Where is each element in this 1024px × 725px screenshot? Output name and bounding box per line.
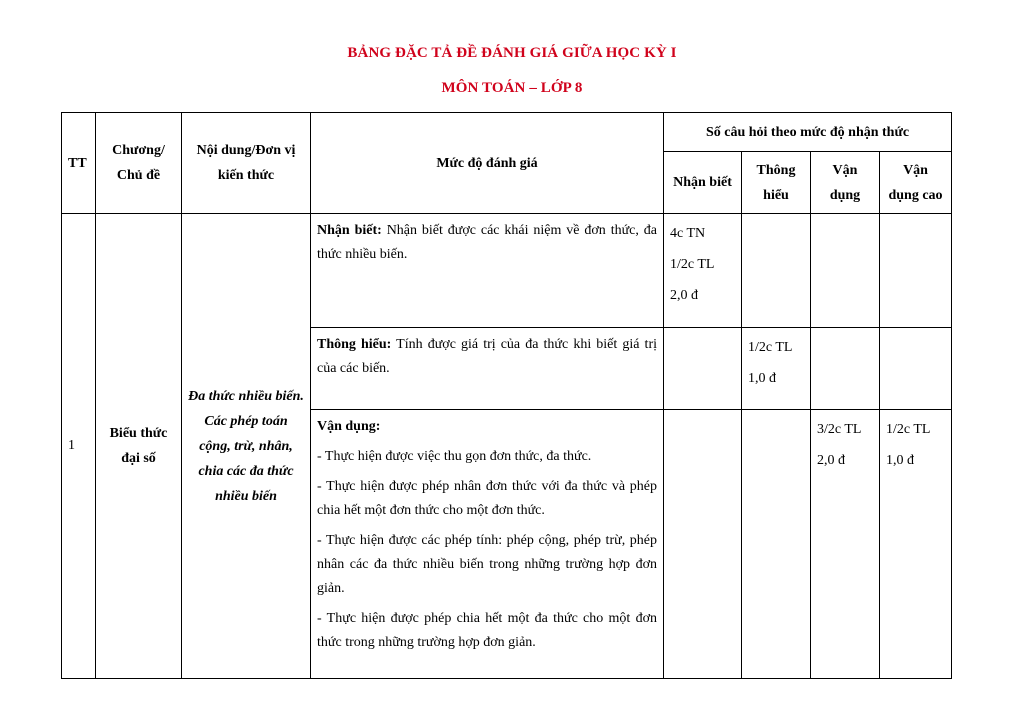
header-van-dung: Vận dụng [811, 152, 880, 214]
header-level: Mức độ đánh giá [311, 113, 664, 214]
count-nhan-biet: 4c TN 1/2c TL 2,0 đ [664, 214, 742, 328]
header-thong-hieu: Thông hiểu [742, 152, 811, 214]
header-count-group: Số câu hỏi theo mức độ nhận thức [664, 113, 952, 152]
count-empty [664, 328, 742, 410]
header-nhan-biet: Nhận biết [664, 152, 742, 214]
row-tt: 1 [62, 214, 96, 679]
document-subtitle: MÔN TOÁN – LỚP 8 [441, 80, 583, 96]
header-row [62, 113, 952, 152]
specification-table [61, 112, 952, 679]
count-empty [742, 410, 811, 679]
count-empty [880, 214, 952, 328]
count-empty [664, 410, 742, 679]
count-van-dung: 3/2c TL 2,0 đ [811, 410, 880, 679]
level-van-dung: Vận dụng: - Thực hiện được việc thu gọn đơn thức, đa thức. - Thực hiện được phép nhân đơn thức với đa thức và phép chia hết một đơn thức cho một đơn thức. - Thực hiện được các phép tính: phép cộng, phép trừ, phép nhân các đa thức nhiều biến trong những trường hợp đơn giản. - Thực hiện được phép chia hết một đa thức cho một đơn thức trong những trường hợp đơn giản. [311, 410, 664, 679]
list-item: - Thực hiện được phép chia hết một đa thức cho một đơn thức trong những trường hợp đơn giản. [317, 611, 657, 650]
header-chapter: Chương/ Chủ đề [96, 113, 182, 214]
level-thong-hieu: Thông hiểu: Tính được giá trị của đa thức khi biết giá trị của các biến. [311, 328, 664, 410]
count-thong-hieu: 1/2c TL 1,0 đ [742, 328, 811, 410]
count-van-dung-cao: 1/2c TL 1,0 đ [880, 410, 952, 679]
list-item: - Thực hiện được phép nhân đơn thức với đa thức và phép chia hết một đơn thức cho một đơn thức. [317, 479, 657, 518]
table-row [62, 214, 952, 328]
header-content: Nội dung/Đơn vị kiến thức [182, 113, 311, 214]
list-item: - Thực hiện được việc thu gọn đơn thức, đa thức. [317, 449, 592, 464]
level-nhan-biet: Nhận biết: Nhận biết được các khái niệm về đơn thức, đa thức nhiều biến. [311, 214, 664, 328]
list-item: - Thực hiện được các phép tính: phép cộng, phép trừ, phép nhân các đa thức nhiều biến trong những trường hợp đơn giản. [317, 533, 657, 596]
count-empty [880, 328, 952, 410]
row-chapter: Biểu thức đại số [96, 214, 182, 679]
row-content: Đa thức nhiều biến. Các phép toán cộng, trừ, nhân, chia các đa thức nhiều biến [182, 214, 311, 679]
count-empty [811, 328, 880, 410]
count-empty [811, 214, 880, 328]
count-empty [742, 214, 811, 328]
document-title: BẢNG ĐẶC TẢ ĐỀ ĐÁNH GIÁ GIỮA HỌC KỲ I [347, 45, 677, 61]
header-tt: TT [62, 113, 96, 214]
header-van-dung-cao: Vận dụng cao [880, 152, 952, 214]
